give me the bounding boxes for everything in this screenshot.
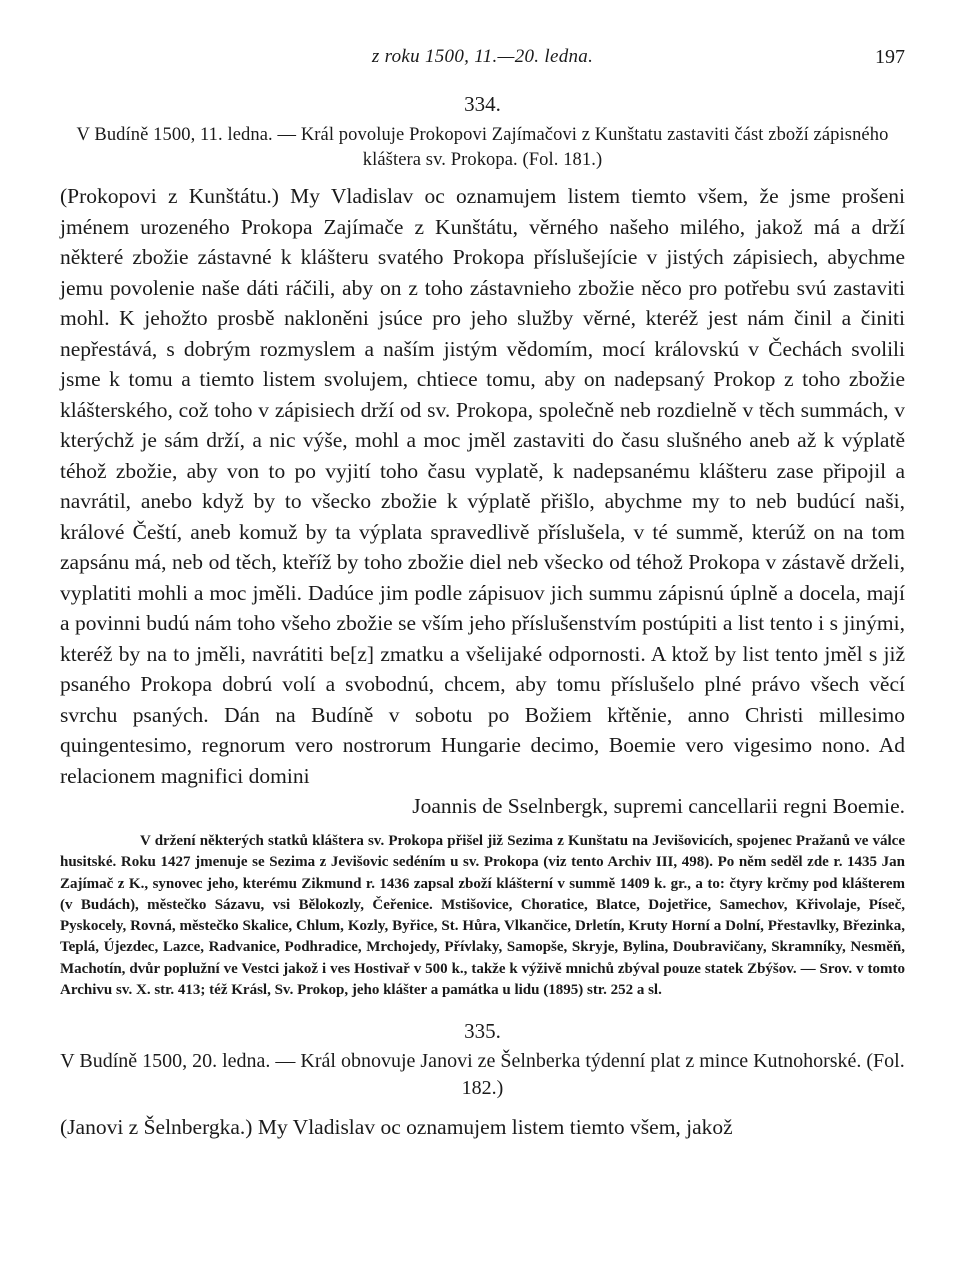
page-header xyxy=(60,38,905,78)
running-title: z roku 1500, 11.—20. ledna. xyxy=(371,46,594,67)
document-regest: V Budíně 1500, 11. ledna. — Král povoluje Prokopovi Zajímačovi z Kunštatu zastaviti část zboží zápisného kláštera sv. Prokopa. (Fol. 181.) xyxy=(76,125,889,170)
document-body xyxy=(60,181,905,791)
document-number: 334. xyxy=(464,92,501,116)
document-body-text: (Janovi z Šelnbergka.) My Vladislav oc oznamujem listem tiemto všem, jakož xyxy=(60,1115,733,1140)
page-number: 197 xyxy=(875,46,905,68)
document-number: 335. xyxy=(464,1019,501,1044)
editorial-note: V držení některých statků kláštera sv. Prokopa přišel již Sezima z Kunštatu na Jevišovicích, spojenec Pražanů ve válce husitské. Roku 1427 jmenuje se Sezima z Jevišovic sedéním u sv. Prokopa (viz tento Archiv III, 498). Po něm seděl zde r. 1435 Jan Zajímač z K., synovec jeho, kterému Zikmund r. 1436 zapsal zboží klášterní v summě 1409 k. gr., a to: čtyry krčmy pod klášterem (v Budách), městečko Sázavu, vsi Bělokozly, Čeřenice. Mstišovice, Choratice, Blatce, Dojetřice, Samechov, Křivolaje, Píseč, Pyskocely, Rovná, městečko Skalice, Chlum, Kozly, Byřice, St. Hůra, Vlkančice, Drletín, Kruty Horní a Dolní, Přestavlky, Březinka, Teplá, Újezdec, Lazce, Radvanice, Podhradice, Mrchojedy, Přívlaky, Samopše, Skryje, Bylina, Doubravičany, Skramníky, Nesměň, Machotín, dvůr poplužní ve Vestci jakož i ves Hostivař v 500 k., takže k výživě mnichů zbýval pouze statek Zbýšov. — Srov. v tomto Archivu sv. X. str. 413; též Krásl, Sv. Prokop, jeho klášter a památka u lidu (1895) str. 252 a sl. xyxy=(60,833,905,999)
document-regest: V Budíně 1500, 20. ledna. — Král obnovuje Janovi ze Šelnberka týdenní plat z mince Kutnohorské. (Fol. 182.) xyxy=(60,1050,905,1100)
document-signature: Joannis de Sselnbergk, supremi cancellarii regni Boemie. xyxy=(412,794,905,818)
page xyxy=(60,38,905,1142)
document-body-text: (Prokopovi z Kunštátu.) My Vladislav oc oznamujem listem tiemto všem, že jsme prošeni jménem urozeného Prokopa Zajímače z Kunštátu, věrného našeho milého, jakož má a drží některé zbožie zástavné k klášteru svatého Prokopa příslušejície v jistých zápisiech, abychme jemu povolenie naše dáti ráčili, aby on z toho zástavnieho zbožie něco pro potřebu svú zastaviti mohl. K jehožto prosbě nakloněni jsúce pro jeho služby věrné, kteréž jest nám činil a činiti nepřestává, s dobrým rozmyslem a naším jistým vědomím, mocí královskú v Čechách svolili jsme k tomu a tiemto listem svolujem, chtiece tomu, aby on nadepsaný Prokop z toho zbožie klášterského, což toho v zápisiech drží od sv. Prokopa, společně neb rozdielně v těch summách, v kterýchž je sám drží, a nic výše, mohl a moc jměl zastaviti do času slušného aneb až k výplatě téhož zbožie, aby von to po vyjití toho času vyplatě, k nadepsanému klášteru zase připojil a navrátil, anebo když by to všecko zbožie k výplatě přišlo, abychme my to neb budúcí naši, králové Čeští, aneb komuž by ta výplata spravedlivě příslušela, v té summě, kterúž on na tom zapsánu má, neb od těch, kteříž by toho zbožie diel neb všecko od téhož Prokopa v zástavě drželi, vyplatiti mohli a moc jměli. Dadúce jim podle zápisuov jich summu zápisnú úplně a docela, mají a povinni budú nám toho všeho zbožie se vším jeho příslušenstvím postúpiti a list tento i s jinými, kteréž by na to jměli, navrátiti be[z] zmatku a všelijaké odpornosti. A ktož by list tento jměl s již psaného Prokopa dobrú volí a svobodnú, chcem, aby tomu příslušelo plné právo všech věcí svrchu psaných. Dán na Budíně v sobotu po Božiem křtěnie, anno Christi millesimo quingentesimo, regnorum vero nostrorum Hungarie decimo, Boemie vero vigesimo nono. Ad relacionem magnifici domini xyxy=(60,184,905,788)
